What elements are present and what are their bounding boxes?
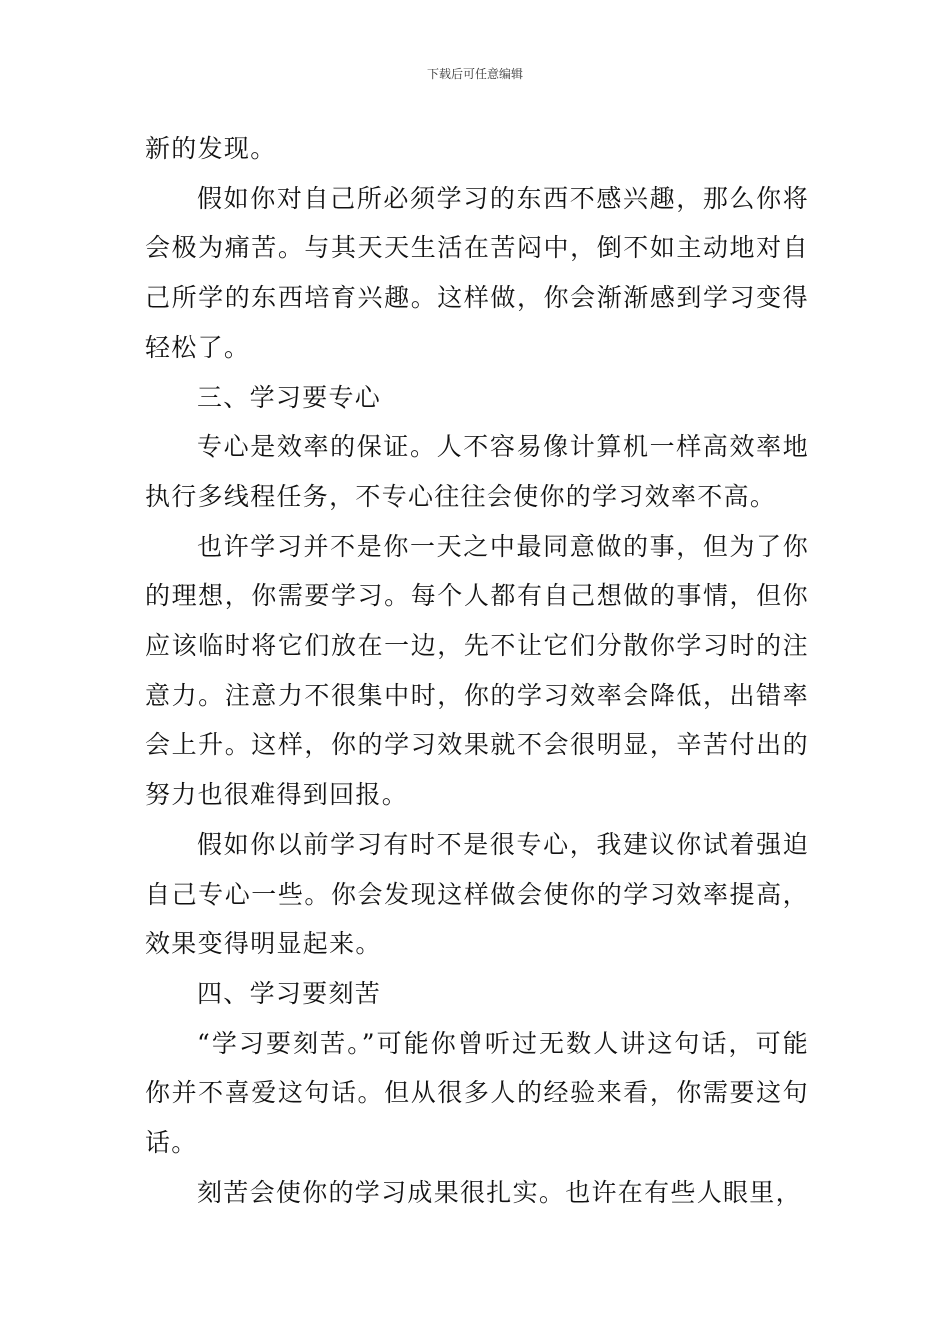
paragraph-1: 新的发现。 — [145, 134, 277, 163]
paragraph-4: 专心是效率的保证。人不容易像计算机一样高效率地执行多线程任务，不专心往往会使你的学习效率不高。 — [145, 432, 809, 511]
paragraph-6: 假如你以前学习有时不是很专心，我建议你试着强迫自己专心一些。你会发现这样做会使你的学习效率提高，效果变得明显起来。 — [145, 829, 809, 959]
paragraph-8: “学习要刻苦。”可能你曾听过无数人讲这句话，可能你并不喜爱这句话。但从很多人的经验来看，你需要这句话。 — [145, 1028, 809, 1158]
paragraph-5: 也许学习并不是你一天之中最同意做的事，但为了你的理想，你需要学习。每个人都有自己想做的事情，但你应该临时将它们放在一边，先不让它们分散你学习时的注意力。注意力不很集中时，你的学习效率会降低，出错率会上升。这样，你的学习效果就不会很明显，辛苦付出的努力也很难得到回报。 — [145, 531, 809, 810]
paragraph-2: 假如你对自己所必须学习的东西不感兴趣，那么你将会极为痛苦。与其天天生活在苦闷中，倒不如主动地对自己所学的东西培育兴趣。这样做，你会渐渐感到学习变得轻松了。 — [145, 183, 809, 362]
paragraph-9: 刻苦会使你的学习成果很扎实。也许在有些人眼里， — [197, 1177, 802, 1207]
section-heading-4: 四、学习要刻苦 — [197, 978, 382, 1008]
section-heading-3: 三、学习要专心 — [197, 382, 382, 412]
page-header-note: 下载后可任意编辑 — [426, 67, 523, 81]
document-body — [145, 124, 809, 1217]
